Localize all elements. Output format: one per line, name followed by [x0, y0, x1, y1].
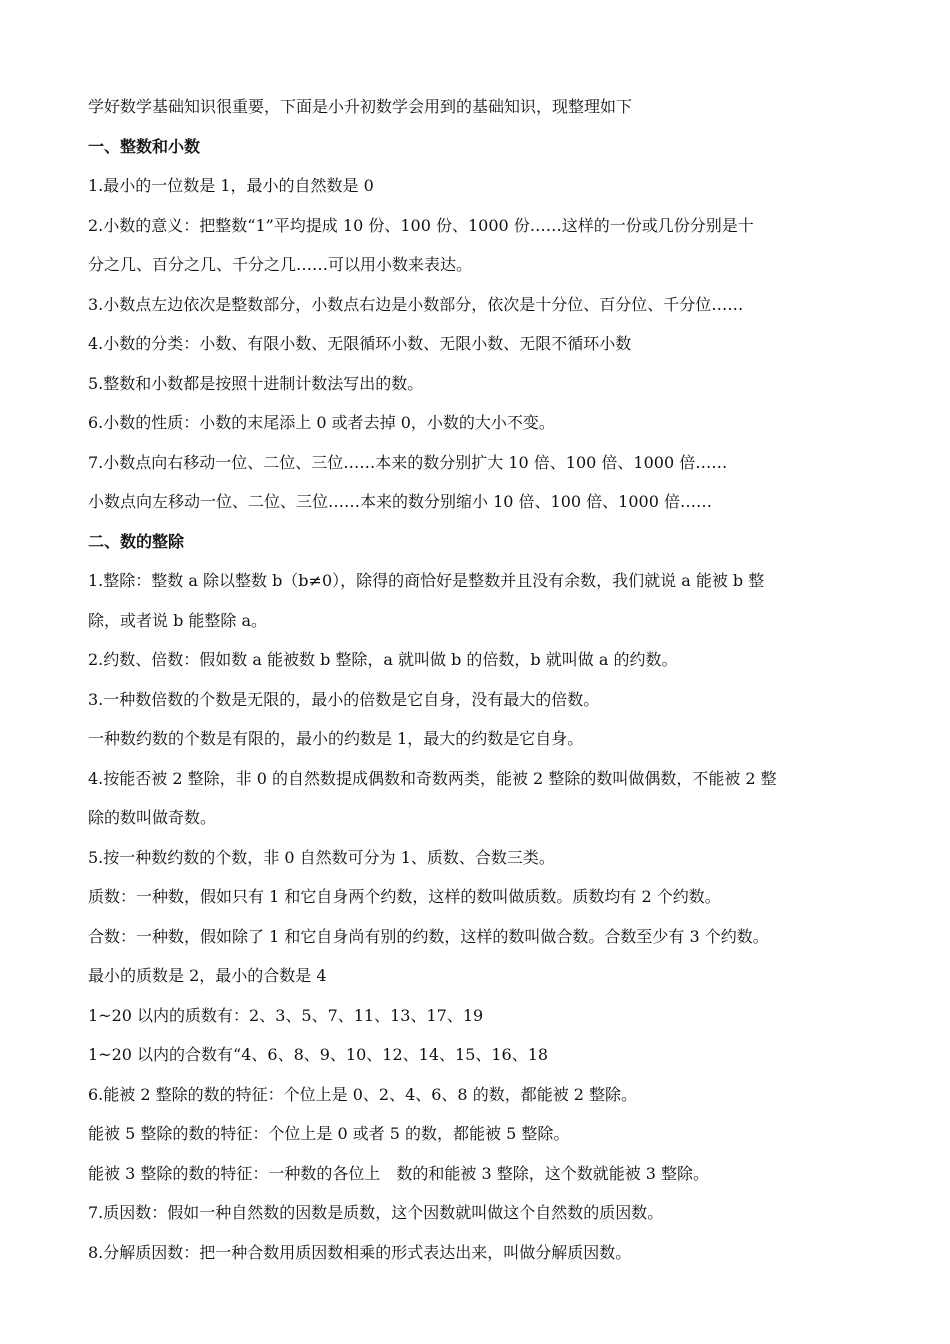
text-line: 7.质因数：假如一种自然数的因数是质数，这个因数就叫做这个自然数的质因数。	[88, 1203, 664, 1222]
text-line: 4.小数的分类：小数、有限小数、无限循环小数、无限小数、无限不循环小数	[88, 334, 632, 353]
text-line: 1~20 以内的质数有：2、3、5、7、11、13、17、19	[88, 1005, 484, 1025]
text-line: 最小的质数是 2，最小的合数是 4	[88, 966, 327, 985]
text-line: 3.小数点左边依次是整数部分，小数点右边是小数部分，依次是十分位、百分位、千分位……	[88, 294, 744, 314]
text-line: 7.小数点向右移动一位、二位、三位……本来的数分别扩大 10 倍、100 倍、1000 倍……	[88, 452, 728, 472]
text-line: 分之几、百分之几、千分之几……可以用小数来表达。	[88, 255, 473, 274]
text-line: 2.小数的意义：把整数“1”平均提成 10 份、100 份、1000 份……这样的一份或几份分别是十	[88, 215, 754, 235]
text-line: 5.按一种数约数的个数，非 0 自然数可分为 1、质数、合数三类。	[88, 847, 555, 867]
section-heading: 一、整数和小数	[88, 136, 201, 156]
text-line: 1~20 以内的合数有“4、6、8、9、10、12、14、15、16、18	[88, 1045, 549, 1064]
text-line: 6.小数的性质：小数的末尾添上 0 或者去掉 0，小数的大小不变。	[88, 413, 555, 432]
text-line: 一种数约数的个数是有限的，最小的约数是 1，最大的约数是它自身。	[88, 729, 584, 748]
text-line: 6.能被 2 整除的数的特征：个位上是 0、2、4、6、8 的数，都能被 2 整除。	[88, 1084, 638, 1104]
text-line: 除的数叫做奇数。	[88, 808, 217, 827]
text-line: 4.按能否被 2 整除，非 0 的自然数提成偶数和奇数两类，能被 2 整除的数叫做偶数，不能被 2 整	[88, 768, 777, 788]
text-line: 5.整数和小数都是按照十进制计数法写出的数。	[88, 373, 424, 393]
text-line: 能被 5 整除的数的特征：个位上是 0 或者 5 的数，都能被 5 整除。	[88, 1124, 570, 1143]
text-line: 学好数学基础知识很重要，下面是小升初数学会用到的基础知识，现整理如下	[88, 97, 633, 116]
text-line: 能被 3 整除的数的特征：一种数的各位上 数的和能被 3 整除，这个数就能被 3 整除。	[88, 1163, 710, 1183]
text-line: 小数点向左移动一位、二位、三位……本来的数分别缩小 10 倍、100 倍、1000 倍……	[88, 492, 712, 511]
text-line: 8.分解质因数：把一种合数用质因数相乘的形式表达出来，叫做分解质因数。	[88, 1242, 632, 1262]
text-line: 2.约数、倍数：假如数 a 能被数 b 整除，a 就叫做 b 的倍数，b 就叫做 a 的约数。	[88, 650, 678, 669]
text-line: 1.整除：整数 a 除以整数 b（b≠0），除得的商恰好是整数并且没有余数，我们就说 a 能被 b 整	[88, 571, 765, 590]
text-line: 1.最小的一位数是 1，最小的自然数是 0	[88, 176, 374, 195]
section-heading: 二、数的整除	[88, 531, 185, 551]
text-line: 合数：一种数，假如除了 1 和它自身尚有别的约数，这样的数叫做合数。合数至少有 3 个约数。	[88, 926, 769, 946]
text-line: 3.一种数倍数的个数是无限的，最小的倍数是它自身，没有最大的倍数。	[88, 689, 600, 709]
text-line: 质数：一种数，假如只有 1 和它自身两个约数，这样的数叫做质数。质数均有 2 个约数。	[88, 887, 721, 906]
text-line: 除，或者说 b 能整除 a。	[88, 610, 268, 630]
